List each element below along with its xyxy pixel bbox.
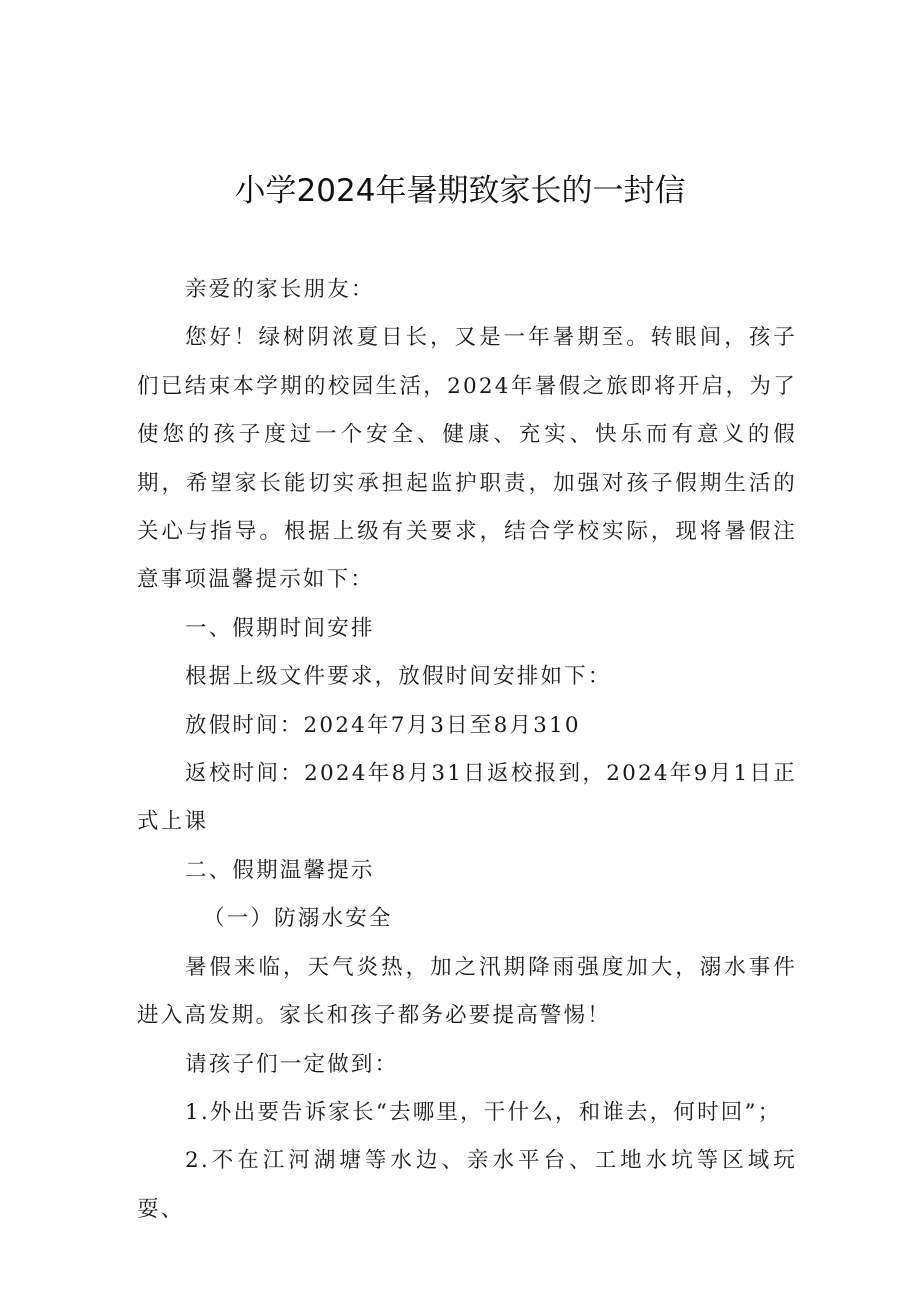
section-heading-tips: 二、假期温馨提示 xyxy=(185,857,375,883)
schedule-intro: 根据上级文件要求，放假时间安排如下： xyxy=(185,664,612,690)
list-item: 2.不在江河湖塘等水边、亲水平台、工地水坑等区域玩耍、 xyxy=(137,1148,797,1222)
intro-paragraph: 您好！绿树阴浓夏日长，又是一年暑期至。转眼间，孩子们已结束本学期的校园生活，2024年暑假之旅即将开启，为了使您的孩子度过一个安全、健康、充实、快乐而有意义的假期，希望家长能切实承担起监护职责，加强对孩子假期生活的关心与指导。根据上级有关要求，结合学校实际，现将暑假注意事项温馨提示如下： xyxy=(137,325,797,593)
salutation: 亲爱的家长朋友： xyxy=(185,277,375,302)
subsection-heading-drowning: （一）防溺水安全 xyxy=(203,906,393,932)
children-must-do: 请孩子们一定做到： xyxy=(185,1051,399,1077)
drowning-warning: 暑假来临，天气炎热，加之汛期降雨强度加大，溺水事件进入高发期。家长和孩子都务必要提高警惕！ xyxy=(137,954,797,1029)
return-time: 返校时间：2024年8月31日返校报到，2024年9月1日正式上课 xyxy=(137,761,798,835)
holiday-start-time: 放假时间：2024年7月3日至8月310 xyxy=(185,712,581,738)
document-body xyxy=(137,266,797,1234)
section-heading-schedule: 一、假期时间安排 xyxy=(185,615,375,641)
list-item: 1.外出要告诉家长“去哪里，干什么，和谁去，何时回”； xyxy=(185,1099,782,1125)
document-title: 小学2024年暑期致家长的一封信 xyxy=(234,173,686,209)
